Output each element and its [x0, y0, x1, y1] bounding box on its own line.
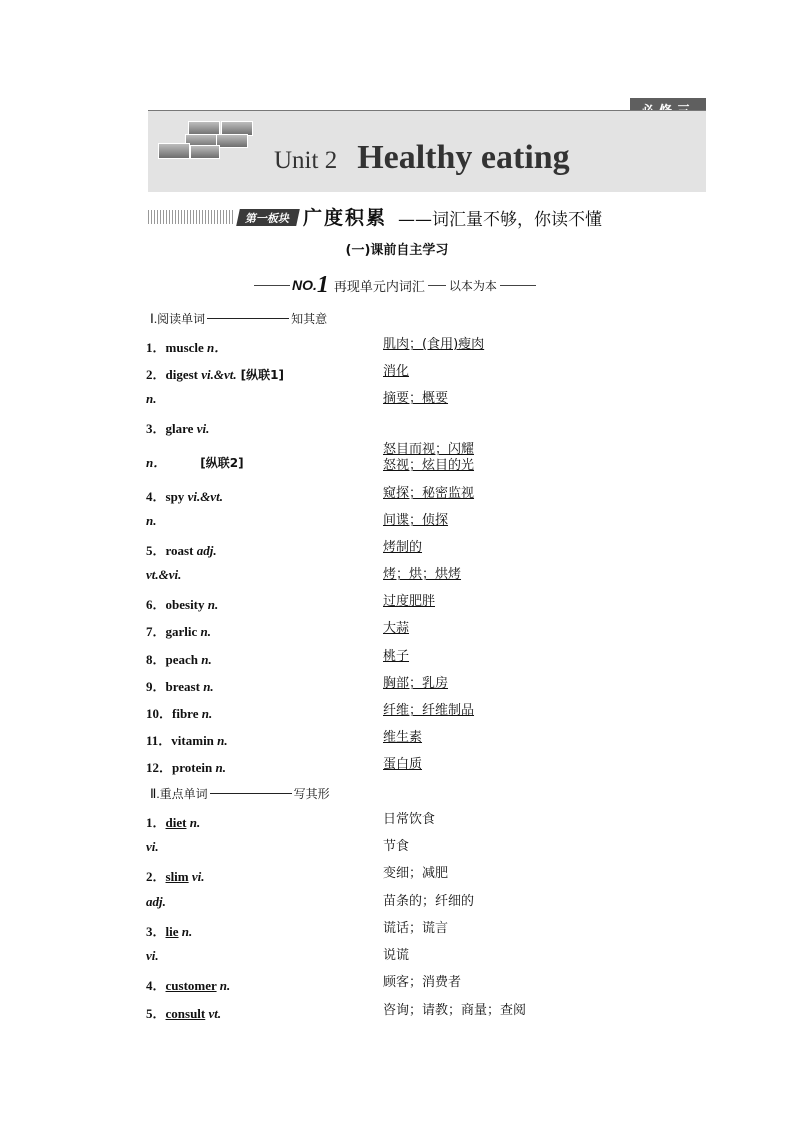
vocab-word: muscle	[165, 340, 204, 355]
item-number: 4．	[146, 978, 166, 993]
vocab-row	[146, 337, 706, 357]
heading-rule	[210, 793, 292, 794]
vocab-row	[146, 621, 706, 641]
no-subtitle: 以本为本	[448, 278, 497, 293]
group-roman: Ⅱ.	[150, 785, 160, 801]
vocab-word: digest	[165, 367, 199, 382]
vocab-term	[146, 948, 159, 964]
vocab-answer: 烤；烘；烘烤	[383, 567, 462, 582]
answer-line: 怒视；炫目的光	[383, 458, 475, 473]
vocab-term	[146, 594, 218, 613]
vocab-row	[146, 364, 706, 384]
vocab-answer: 摘要；概要	[383, 391, 449, 406]
item-number: 2．	[146, 869, 166, 884]
part-of-speech: n.	[181, 924, 193, 939]
vocab-answer: 咨询；请教；商量；查阅	[383, 1003, 527, 1018]
vocab-answer: 纤维；纤维制品	[383, 703, 475, 718]
vocab-term	[146, 418, 209, 437]
vocab-answer: 日常饮食	[383, 812, 436, 827]
part-of-speech: n．	[207, 340, 228, 355]
vocab-term	[146, 567, 181, 583]
vocab-answer: 胸部；乳房	[383, 676, 449, 691]
vocab-answer: 说谎	[383, 948, 410, 963]
no-title: 再现单元内词汇	[333, 279, 425, 295]
vocab-answer: 桃子	[383, 649, 410, 664]
vocab-word: vitamin	[171, 733, 214, 748]
vocab-row	[146, 540, 706, 560]
photo-tile	[158, 143, 190, 159]
vocab-row	[146, 513, 706, 533]
section-title: 广度积累	[303, 207, 388, 229]
banner-title	[274, 139, 570, 177]
photo-tile	[216, 134, 248, 148]
vocab-word: obesity	[165, 597, 205, 612]
vocab-row	[146, 391, 706, 411]
part-of-speech: vt.&vi.	[146, 567, 182, 582]
vocab-term	[146, 364, 284, 383]
group-heading-reading	[150, 310, 327, 327]
vocab-row	[146, 442, 706, 473]
part-of-speech: vi.	[146, 839, 159, 854]
vocab-term	[146, 894, 166, 910]
vocab-row	[146, 703, 706, 723]
section-subtitle: ——词汇量不够，你读不懂	[398, 210, 602, 230]
part-of-speech: n.	[146, 513, 157, 528]
part-of-speech: vi.	[196, 421, 210, 436]
vocab-term	[146, 975, 230, 994]
vocab-row	[146, 975, 706, 995]
part-of-speech: n.	[201, 706, 213, 721]
part-of-speech: n.	[219, 978, 231, 993]
part-of-speech: vi.&vt.	[187, 489, 223, 504]
vocab-answer: 谎话；谎言	[383, 921, 449, 936]
vocab-word: roast	[165, 543, 194, 558]
vocab-term	[146, 812, 200, 831]
section-heading	[148, 203, 708, 231]
vocab-word: consult	[165, 1006, 206, 1021]
part-of-speech: adj.	[146, 894, 166, 909]
heading-rule	[500, 285, 536, 286]
vocab-word: protein	[172, 760, 213, 775]
vocab-row	[146, 486, 706, 506]
vocab-row	[146, 812, 706, 832]
vocab-term	[146, 452, 244, 471]
vocab-answer: 过度肥胖	[383, 594, 436, 609]
part-of-speech: adj.	[196, 543, 217, 558]
vocab-term	[146, 703, 212, 722]
vocab-term	[146, 649, 212, 668]
item-number: 11．	[146, 733, 172, 748]
part-of-speech: n.	[200, 624, 212, 639]
vocab-row	[146, 948, 706, 968]
vocab-row	[146, 866, 706, 886]
heading-rule	[254, 285, 290, 286]
item-number: 10．	[146, 706, 173, 721]
vocab-answer: 节食	[383, 839, 410, 854]
vocab-row	[146, 1003, 706, 1023]
vocab-term	[146, 1003, 221, 1022]
part-of-speech: n.	[207, 597, 219, 612]
group-title: 重点单词	[159, 787, 208, 801]
vocab-term	[146, 486, 223, 505]
vocab-word: breast	[165, 679, 200, 694]
part-of-speech: n.	[215, 760, 226, 775]
item-number: 5．	[146, 1006, 166, 1021]
vocab-row	[146, 757, 706, 777]
heading-rule	[428, 285, 446, 286]
vocab-answer: 顾客；消费者	[383, 975, 462, 990]
item-number: 3．	[146, 924, 166, 939]
vocab-word: customer	[165, 978, 217, 993]
no-number: 1	[316, 271, 329, 298]
hatch-decoration	[148, 210, 233, 224]
vocab-term	[146, 757, 226, 776]
part-of-speech: n．	[146, 455, 167, 470]
vocab-answer: 肌肉；(食用)瘦肉	[383, 337, 485, 352]
vocab-answer: 蛋白质	[383, 757, 423, 772]
vocab-word: garlic	[165, 624, 198, 639]
group-heading-key-words	[150, 785, 330, 802]
vocab-answer: 烤制的	[383, 540, 423, 555]
vocab-term	[146, 621, 211, 640]
item-number: 9．	[146, 679, 166, 694]
heading-rule	[207, 318, 289, 319]
vocab-answer	[383, 442, 474, 474]
item-number: 2．	[146, 367, 166, 382]
vocab-term	[146, 839, 159, 855]
vocab-row	[146, 921, 706, 941]
vocab-row	[146, 594, 706, 614]
vocab-answer: 窥探；秘密监视	[383, 486, 475, 501]
vocab-term	[146, 513, 156, 529]
vocab-answer: 变细；减肥	[383, 866, 449, 881]
vocab-answer: 维生素	[383, 730, 423, 745]
group-roman: Ⅰ.	[150, 310, 158, 326]
item-number: 5．	[146, 543, 166, 558]
vocab-term	[146, 540, 217, 559]
vocab-word: fibre	[172, 706, 199, 721]
vocab-word: spy	[165, 489, 185, 504]
part-of-speech: vi.&vt.	[201, 367, 237, 382]
vocab-term	[146, 676, 214, 695]
item-number: 7．	[146, 624, 166, 639]
cross-reference: [纵联2]	[200, 456, 244, 470]
vocab-word: slim	[165, 869, 189, 884]
vocab-row	[146, 894, 706, 914]
no-prefix: NO.	[292, 277, 317, 293]
vocab-term	[146, 921, 192, 940]
unit-title: Healthy eating	[357, 139, 570, 176]
vocab-term	[146, 391, 156, 407]
answer-line: 怒目而视；闪耀	[383, 442, 475, 457]
part-of-speech: n.	[217, 733, 228, 748]
vocab-word: lie	[165, 924, 179, 939]
vocab-row	[146, 418, 706, 438]
vocab-answer: 苗条的；纤细的	[383, 894, 475, 909]
group-title: 阅读单词	[157, 312, 206, 326]
vocab-answer: 大蒜	[383, 621, 410, 636]
item-number: 1．	[146, 340, 166, 355]
item-number: 12．	[146, 760, 173, 775]
vocab-answer: 间谍；侦探	[383, 513, 449, 528]
vocab-term	[146, 337, 227, 356]
vocab-term	[146, 730, 228, 749]
unit-label: Unit 2	[274, 147, 338, 174]
part-of-speech: n.	[146, 391, 157, 406]
group-suffix: 写其形	[293, 787, 330, 801]
item-number: 3．	[146, 421, 166, 436]
no-heading	[254, 270, 568, 300]
item-number: 8．	[146, 652, 166, 667]
vocab-row	[146, 649, 706, 669]
decorative-photos	[158, 121, 253, 161]
vocab-row	[146, 839, 706, 859]
part-of-speech: vi.	[191, 869, 205, 884]
group-suffix: 知其意	[291, 312, 328, 326]
part-of-speech: n.	[201, 652, 212, 667]
part-of-speech: vt.	[208, 1006, 222, 1021]
part-of-speech: vi.	[146, 948, 159, 963]
vocab-term	[146, 866, 205, 885]
item-number: 4．	[146, 489, 166, 504]
vocab-word: diet	[165, 815, 187, 830]
vocab-row	[146, 567, 706, 587]
vocab-word: peach	[165, 652, 199, 667]
cross-reference: [纵联1]	[240, 368, 284, 382]
vocab-row	[146, 730, 706, 750]
item-number: 6．	[146, 597, 166, 612]
item-number: 1．	[146, 815, 166, 830]
part-of-speech: n.	[189, 815, 201, 830]
block-tag: 第一板块	[236, 209, 300, 226]
subsection-title: (一)课前自主学习	[345, 243, 449, 258]
vocab-row	[146, 676, 706, 696]
photo-tile	[190, 145, 220, 159]
part-of-speech: n.	[203, 679, 214, 694]
vocab-answer: 消化	[383, 364, 410, 379]
vocab-word: glare	[165, 421, 194, 436]
unit-banner	[148, 110, 706, 192]
